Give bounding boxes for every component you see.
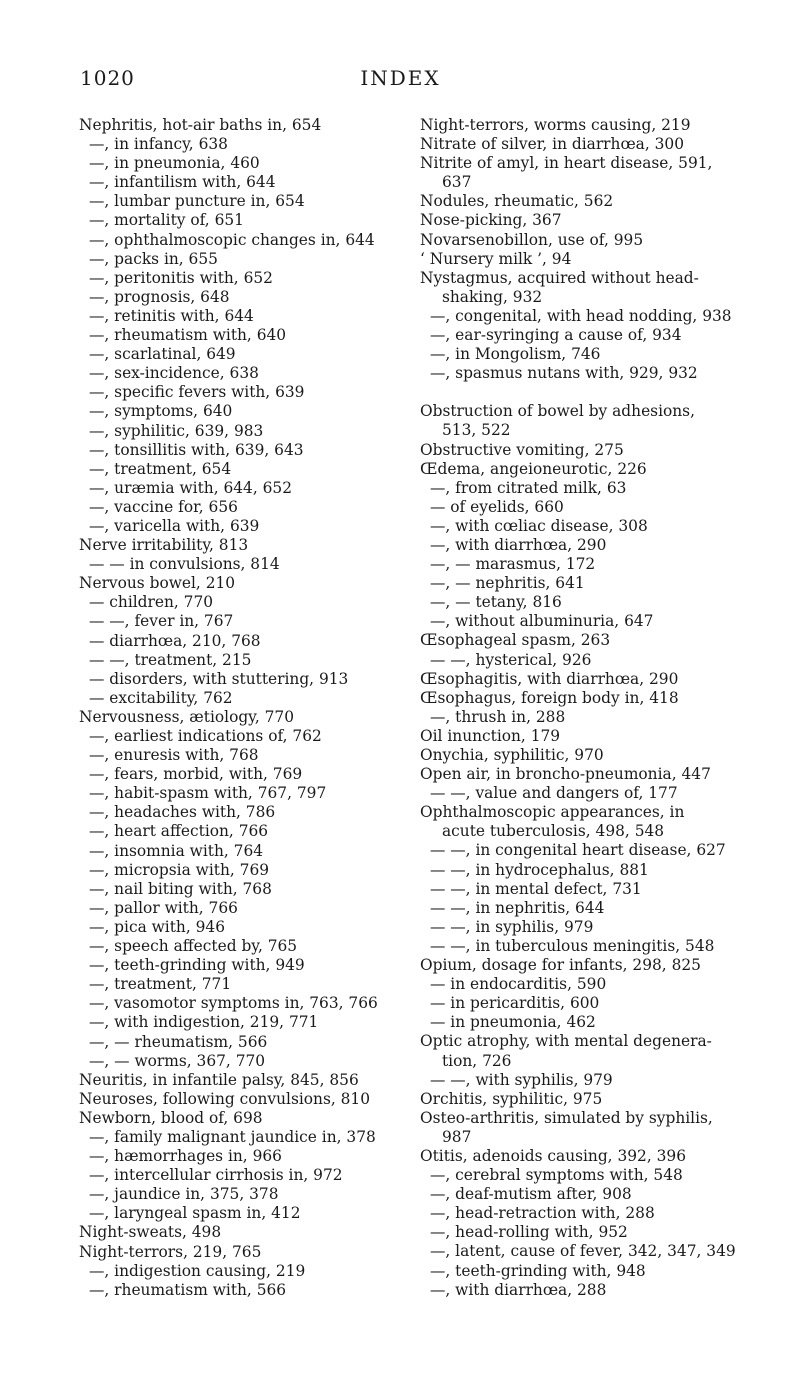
index-subentry: —, vaccine for, 656 bbox=[89, 497, 238, 516]
page-title: INDEX bbox=[360, 66, 441, 90]
index-subentry: —, intercellular cirrhosis in, 972 bbox=[89, 1166, 343, 1185]
index-subentry: —, heart affection, 766 bbox=[89, 822, 269, 841]
index-entry: Optic atrophy, with mental degenera- bbox=[420, 1032, 712, 1051]
index-subentry: — in pericarditis, 600 bbox=[430, 994, 600, 1013]
index-subentry: —, insomnia with, 764 bbox=[89, 841, 264, 860]
index-subentry: —, infantilism with, 644 bbox=[89, 173, 276, 192]
index-entry-continuation: 513, 522 bbox=[442, 421, 511, 440]
index-entry-continuation: tion, 726 bbox=[442, 1051, 512, 1070]
index-column-right bbox=[420, 116, 765, 1300]
index-subentry: —, hæmorrhages in, 966 bbox=[89, 1147, 282, 1166]
index-subentry: — —, in hydrocephalus, 881 bbox=[430, 860, 649, 879]
index-entry: Night-terrors, worms causing, 219 bbox=[420, 116, 691, 134]
index-subentry: —, in pneumonia, 460 bbox=[89, 154, 260, 173]
index-entry: Nitrate of silver, in diarrhœa, 300 bbox=[420, 135, 684, 154]
index-subentry: —, enuresis with, 768 bbox=[89, 746, 259, 765]
index-subentry: — excitability, 762 bbox=[89, 688, 233, 707]
index-entry: Newborn, blood of, 698 bbox=[79, 1108, 263, 1127]
index-subentry: —, teeth-grinding with, 948 bbox=[430, 1261, 646, 1280]
index-subentry: —, in Mongolism, 746 bbox=[430, 345, 601, 364]
index-entry: ‘ Nursery milk ’, 94 bbox=[420, 249, 572, 268]
index-subentry: —, scarlatinal, 649 bbox=[89, 345, 236, 364]
index-subentry: —, — rheumatism, 566 bbox=[89, 1032, 268, 1051]
section-spacer bbox=[420, 383, 765, 402]
index-subentry: —, rheumatism with, 640 bbox=[89, 326, 287, 345]
index-entry: Orchitis, syphilitic, 975 bbox=[420, 1089, 603, 1108]
index-subentry: —, rheumatism with, 566 bbox=[89, 1280, 287, 1299]
index-subentry: — —, in mental defect, 731 bbox=[430, 879, 642, 898]
index-subentry: — —, in syphilis, 979 bbox=[430, 917, 594, 936]
index-subentry: —, with diarrhœa, 288 bbox=[430, 1280, 607, 1299]
index-subentry: —, ophthalmoscopic changes in, 644 bbox=[89, 230, 375, 249]
index-subentry: —, deaf-mutism after, 908 bbox=[430, 1185, 632, 1204]
index-subentry: — of eyelids, 660 bbox=[430, 497, 564, 516]
index-subentry: —, fears, morbid, with, 769 bbox=[89, 765, 303, 784]
index-subentry: —, laryngeal spasm in, 412 bbox=[89, 1204, 301, 1223]
index-subentry: —, packs in, 655 bbox=[89, 249, 218, 268]
index-subentry: —, mortality of, 651 bbox=[89, 211, 244, 230]
index-entry-continuation: 637 bbox=[442, 173, 472, 192]
index-entry: Otitis, adenoids causing, 392, 396 bbox=[420, 1146, 687, 1165]
index-entry: Oil inunction, 179 bbox=[420, 726, 561, 745]
index-subentry: —, prognosis, 648 bbox=[89, 287, 230, 306]
index-subentry: —, habit-spasm with, 767, 797 bbox=[89, 784, 327, 803]
index-entry: Open air, in broncho-pneumonia, 447 bbox=[420, 765, 711, 784]
index-column-left bbox=[79, 116, 424, 1300]
index-subentry: —, — marasmus, 172 bbox=[430, 555, 596, 574]
index-subentry: — — in convulsions, 814 bbox=[89, 555, 280, 574]
index-entry: Neuroses, following convulsions, 810 bbox=[79, 1089, 371, 1108]
index-subentry: —, teeth-grinding with, 949 bbox=[89, 956, 305, 975]
index-subentry: —, indigestion causing, 219 bbox=[89, 1261, 306, 1280]
index-entry: Nystagmus, acquired without head- bbox=[420, 268, 699, 287]
index-subentry: —, micropsia with, 769 bbox=[89, 860, 270, 879]
index-subentry: —, — worms, 367, 770 bbox=[89, 1051, 266, 1070]
index-subentry: —, pallor with, 766 bbox=[89, 898, 238, 917]
index-subentry: —, congenital, with head nodding, 938 bbox=[430, 306, 732, 325]
index-subentry: —, vasomotor symptoms in, 763, 766 bbox=[89, 994, 378, 1013]
index-subentry: —, varicella with, 639 bbox=[89, 516, 260, 535]
index-entry: Ophthalmoscopic appearances, in bbox=[420, 803, 685, 822]
index-entry: Osteo-arthritis, simulated by syphilis, bbox=[420, 1108, 713, 1127]
index-entry-continuation: shaking, 932 bbox=[442, 287, 543, 306]
index-subentry: —, without albuminuria, 647 bbox=[430, 612, 654, 631]
index-entry: Night-sweats, 498 bbox=[79, 1223, 222, 1242]
index-subentry: — —, with syphilis, 979 bbox=[430, 1070, 613, 1089]
index-subentry: —, jaundice in, 375, 378 bbox=[89, 1185, 279, 1204]
index-entry: Night-terrors, 219, 765 bbox=[79, 1242, 262, 1261]
index-subentry: —, pica with, 946 bbox=[89, 917, 225, 936]
page-header bbox=[0, 66, 801, 92]
index-entry: Œsophagitis, with diarrhœa, 290 bbox=[420, 669, 679, 688]
index-subentry: —, latent, cause of fever, 342, 347, 349 bbox=[430, 1242, 736, 1261]
index-subentry: —, retinitis with, 644 bbox=[89, 306, 254, 325]
index-subentry: —, head-retraction with, 288 bbox=[430, 1204, 655, 1223]
index-subentry: — disorders, with stuttering, 913 bbox=[89, 669, 349, 688]
index-subentry: —, — tetany, 816 bbox=[430, 593, 562, 612]
index-subentry: — diarrhœa, 210, 768 bbox=[89, 631, 261, 650]
index-subentry: —, tonsillitis with, 639, 643 bbox=[89, 440, 304, 459]
index-subentry: — in pneumonia, 462 bbox=[430, 1013, 596, 1032]
index-subentry: —, with indigestion, 219, 771 bbox=[89, 1013, 319, 1032]
index-subentry: — —, hysterical, 926 bbox=[430, 650, 592, 669]
index-subentry: —, syphilitic, 639, 983 bbox=[89, 421, 264, 440]
index-subentry: —, nail biting with, 768 bbox=[89, 879, 272, 898]
index-subentry: —, spasmus nutans with, 929, 932 bbox=[430, 364, 698, 383]
index-subentry: —, cerebral symptoms with, 548 bbox=[430, 1166, 683, 1185]
index-subentry: — —, in congenital heart disease, 627 bbox=[430, 841, 726, 860]
index-entry: Nervous bowel, 210 bbox=[79, 574, 236, 593]
index-subentry: —, thrush in, 288 bbox=[430, 707, 566, 726]
index-subentry: —, treatment, 771 bbox=[89, 975, 232, 994]
index-entry: Opium, dosage for infants, 298, 825 bbox=[420, 956, 701, 975]
index-subentry: —, family malignant jaundice in, 378 bbox=[89, 1127, 376, 1146]
index-subentry: —, earliest indications of, 762 bbox=[89, 727, 322, 745]
index-subentry: —, peritonitis with, 652 bbox=[89, 268, 273, 287]
index-subentry: —, sex-incidence, 638 bbox=[89, 364, 259, 383]
index-entry: Nephritis, hot-air baths in, 654 bbox=[79, 116, 322, 134]
index-subentry: —, symptoms, 640 bbox=[89, 402, 233, 421]
index-entry: Onychia, syphilitic, 970 bbox=[420, 746, 604, 764]
index-subentry: — —, value and dangers of, 177 bbox=[430, 784, 678, 803]
index-subentry: — —, in nephritis, 644 bbox=[430, 898, 605, 917]
index-subentry: —, lumbar puncture in, 654 bbox=[89, 192, 305, 211]
index-subentry: — —, in tuberculous meningitis, 548 bbox=[430, 936, 715, 955]
index-subentry: —, specific fevers with, 639 bbox=[89, 383, 305, 402]
index-entry: Obstructive vomiting, 275 bbox=[420, 440, 624, 459]
index-entry: Obstruction of bowel by adhesions, bbox=[420, 402, 695, 421]
index-subentry: —, in infancy, 638 bbox=[89, 135, 228, 154]
index-subentry: —, treatment, 654 bbox=[89, 459, 232, 478]
index-subentry: —, head-rolling with, 952 bbox=[430, 1223, 628, 1242]
index-entry-continuation: acute tuberculosis, 498, 548 bbox=[442, 822, 665, 841]
index-subentry: —, with diarrhœa, 290 bbox=[430, 535, 607, 554]
index-entry: Nervousness, ætiology, 770 bbox=[79, 707, 294, 726]
index-subentry: —, uræmia with, 644, 652 bbox=[89, 478, 293, 497]
index-entry: Œsophagus, foreign body in, 418 bbox=[420, 688, 679, 707]
index-subentry: —, headaches with, 786 bbox=[89, 803, 276, 822]
index-entry: Nitrite of amyl, in heart disease, 591, bbox=[420, 154, 713, 173]
index-entry: Nodules, rheumatic, 562 bbox=[420, 192, 614, 211]
index-subentry: —, from citrated milk, 63 bbox=[430, 478, 627, 497]
index-entry: Œsophageal spasm, 263 bbox=[420, 631, 611, 650]
index-subentry: —, — nephritis, 641 bbox=[430, 574, 585, 593]
index-entry: Neuritis, in infantile palsy, 845, 856 bbox=[79, 1070, 359, 1089]
index-entry: Œdema, angeioneurotic, 226 bbox=[420, 459, 647, 478]
index-subentry: — children, 770 bbox=[89, 593, 214, 612]
page-number: 1020 bbox=[80, 66, 135, 90]
index-subentry: — —, treatment, 215 bbox=[89, 650, 252, 669]
index-entry: Nose-picking, 367 bbox=[420, 211, 562, 230]
index-subentry: — —, fever in, 767 bbox=[89, 612, 234, 631]
index-subentry: —, ear-syringing a cause of, 934 bbox=[430, 326, 682, 345]
index-entry: Novarsenobillon, use of, 995 bbox=[420, 230, 644, 249]
index-subentry: —, with cœliac disease, 308 bbox=[430, 516, 648, 535]
index-subentry: — in endocarditis, 590 bbox=[430, 975, 607, 994]
index-subentry: —, speech affected by, 765 bbox=[89, 937, 298, 956]
index-entry: Nerve irritability, 813 bbox=[79, 536, 249, 555]
index-entry-continuation: 987 bbox=[442, 1127, 472, 1146]
